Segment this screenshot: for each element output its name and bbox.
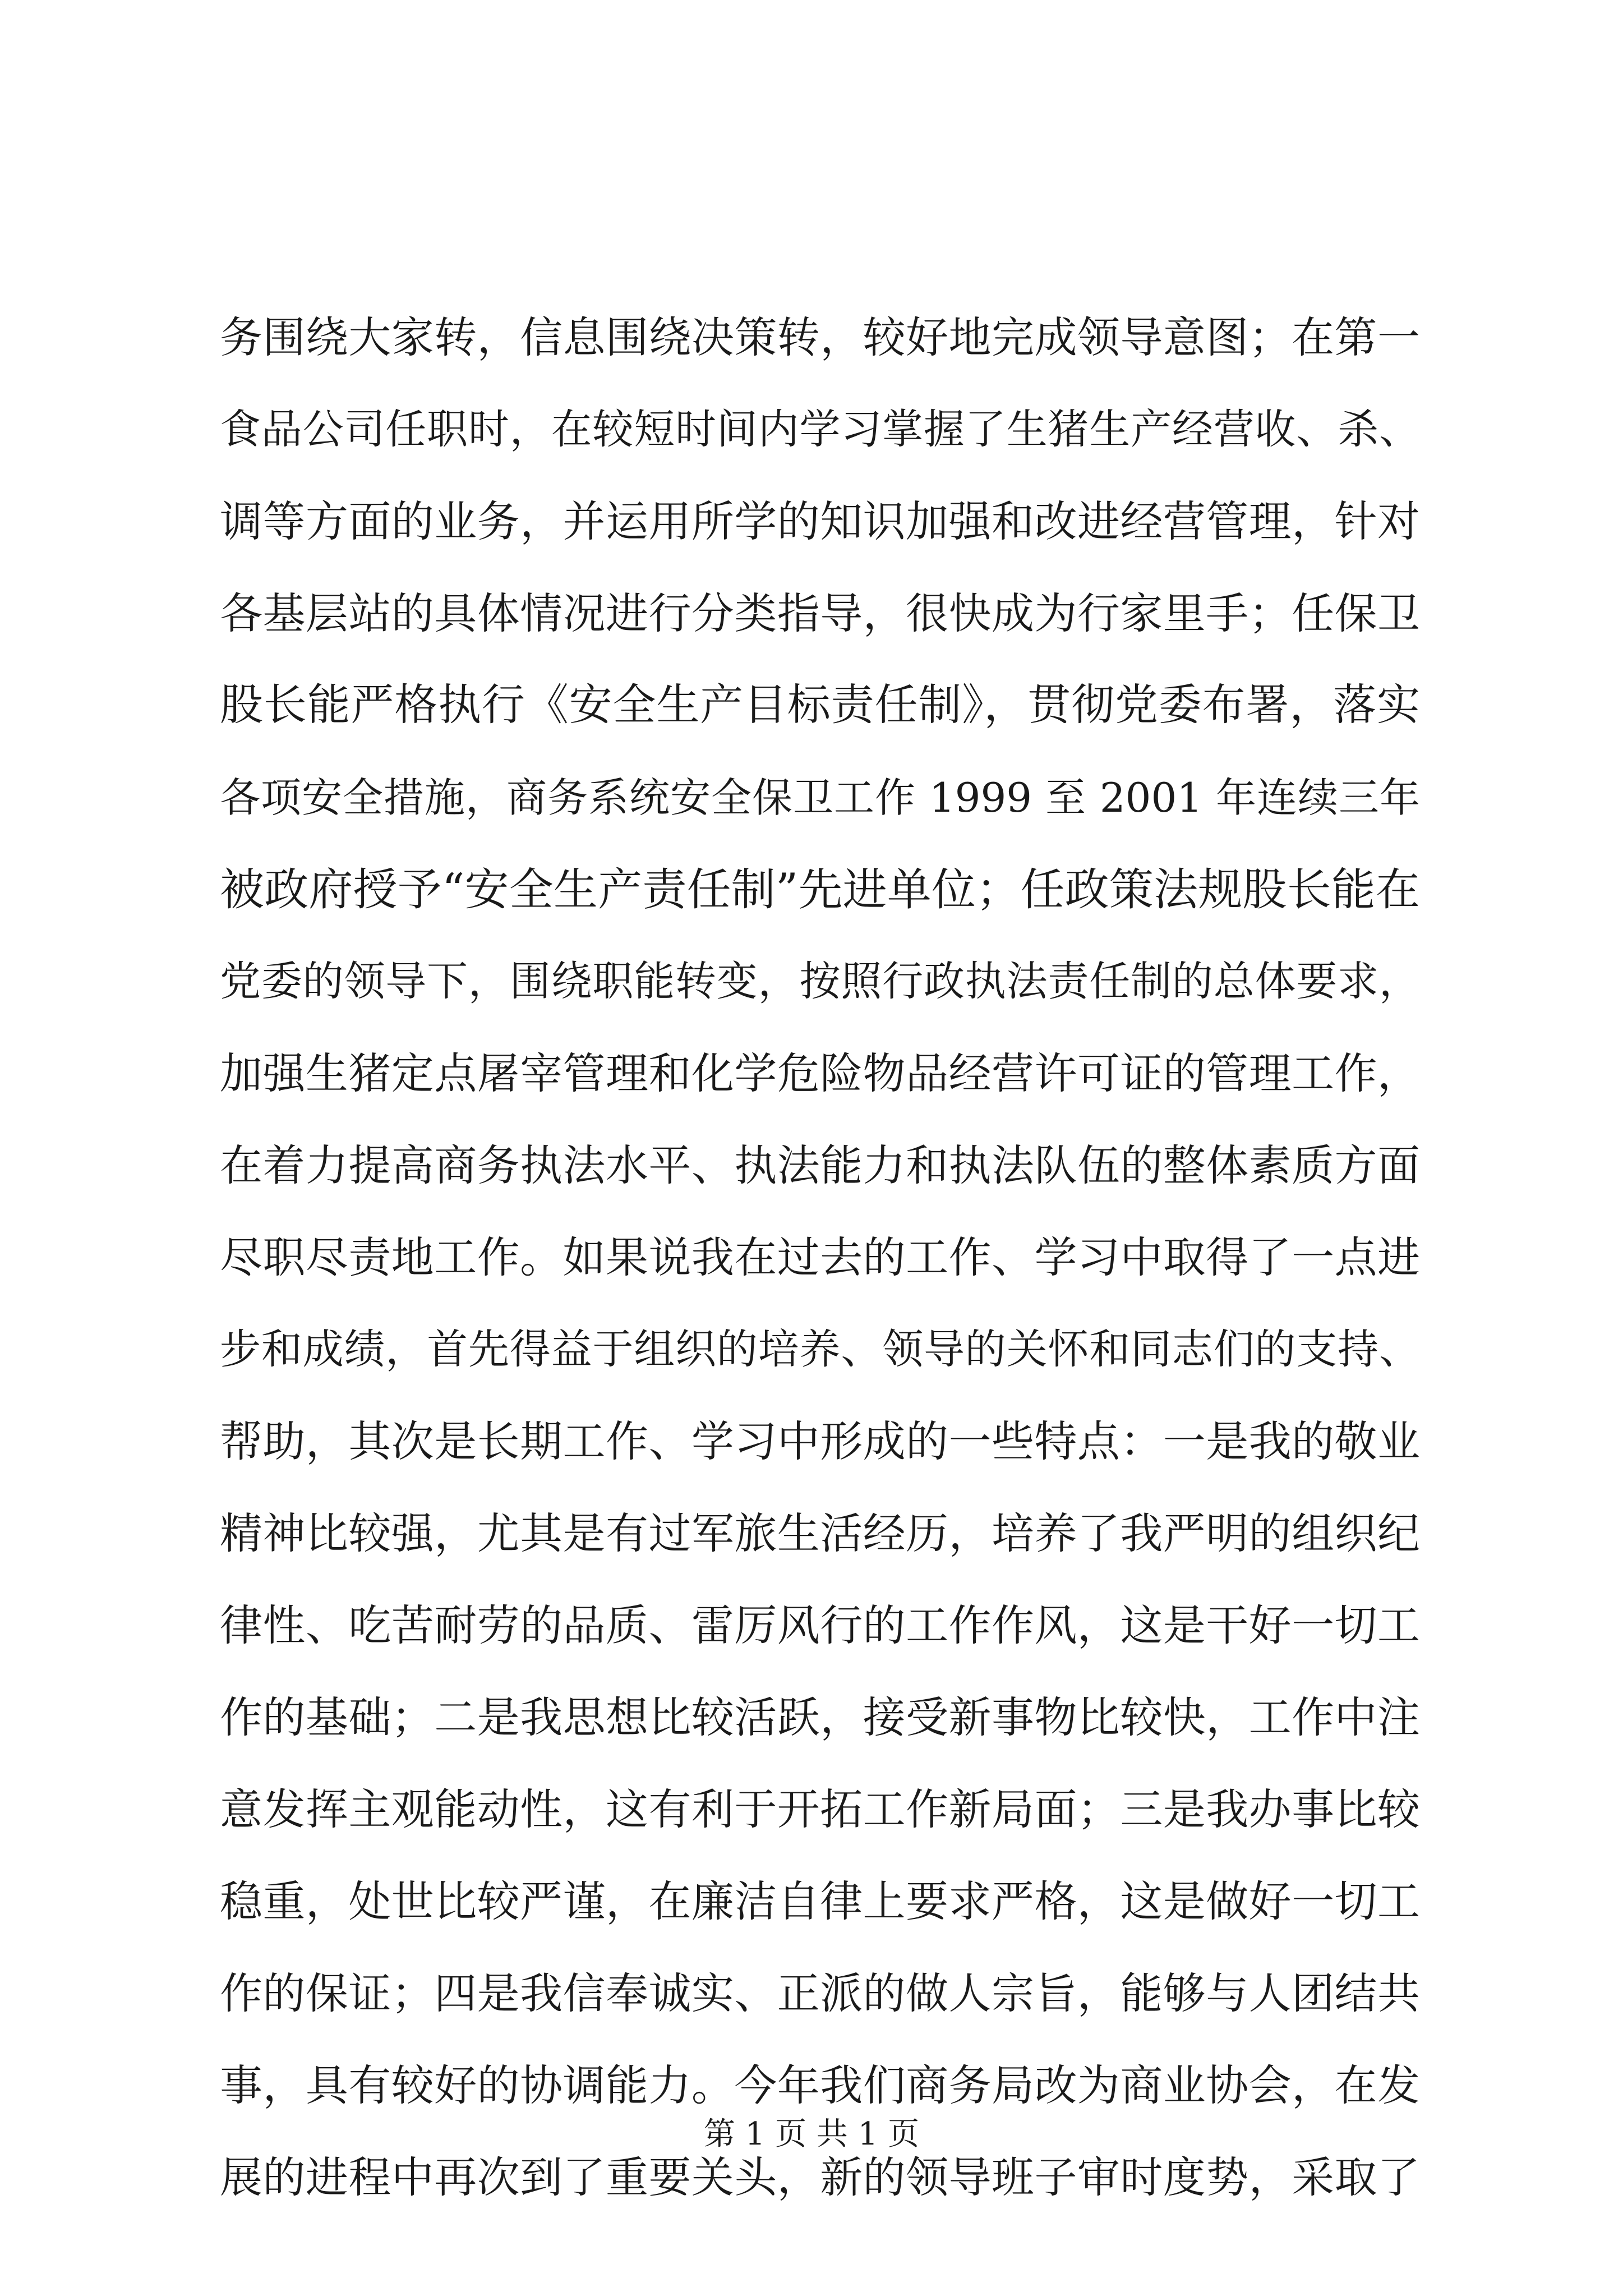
text-line-19: 作的保证；四是我信奉诚实、正派的做人宗旨，能够与人团结共 [220,1968,1420,2018]
text-line-4: 各基层站的具体情况进行分类指导，很快成为行家里手；任保卫 [220,588,1420,638]
text-line-17: 意发挥主观能动性，这有利于开拓工作新局面；三是我办事比较 [220,1784,1420,1834]
text-line-15: 律性、吃苦耐劳的品质、雷厉风行的工作作风，这是干好一切工 [220,1600,1420,1650]
text-line-10: 在着力提高商务执法水平、执法能力和执法队伍的整体素质方面 [220,1140,1420,1190]
text-line-20: 事，具有较好的协调能力。今年我们商务局改为商业协会，在发 [220,2060,1420,2110]
text-line-21: 展的进程中再次到了重要关头，新的领导班子审时度势，采取了 [220,2152,1420,2202]
text-line-12: 步和成绩，首先得益于组织的培养、领导的关怀和同志们的支持、 [220,1326,1420,1373]
text-line-16: 作的基础；二是我思想比较活跃，接受新事物比较快，工作中注 [220,1692,1420,1742]
text-line-11: 尽职尽责地工作。如果说我在过去的工作、学习中取得了一点进 [220,1232,1420,1282]
text-line-5: 股长能严格执行《安全生产目标责任制》，贯彻党委布署，落实 [220,680,1420,730]
text-line-1: 务围绕大家转，信息围绕决策转，较好地完成领导意图；在第一 [220,312,1420,362]
text-line-18: 稳重，处世比较严谨，在廉洁自律上要求严格，这是做好一切工 [220,1876,1420,1926]
body-text [220,292,1420,2224]
text-line-2: 食品公司任职时，在较短时间内学习掌握了生猪生产经营收、杀、 [220,406,1420,453]
text-line-6: 各项安全措施，商务系统安全保卫工作 1999 至 2001 年连续三年 [220,774,1420,821]
text-line-13: 帮助，其次是长期工作、学习中形成的一些特点：一是我的敬业 [220,1416,1420,1466]
text-line-8: 党委的领导下，围绕职能转变，按照行政执法责任制的总体要求， [220,958,1420,1005]
text-line-7: 被政府授予“安全生产责任制”先进单位；任政策法规股长能在 [220,864,1420,915]
text-line-14: 精神比较强，尤其是有过军旅生活经历，培养了我严明的组织纪 [220,1508,1420,1558]
text-line-9: 加强生猪定点屠宰管理和化学危险物品经营许可证的管理工作， [220,1048,1420,1098]
page-footer: 第 1 页 共 1 页 [703,2116,920,2152]
text-line-3: 调等方面的业务，并运用所学的知识加强和改进经营管理，针对 [220,496,1420,546]
